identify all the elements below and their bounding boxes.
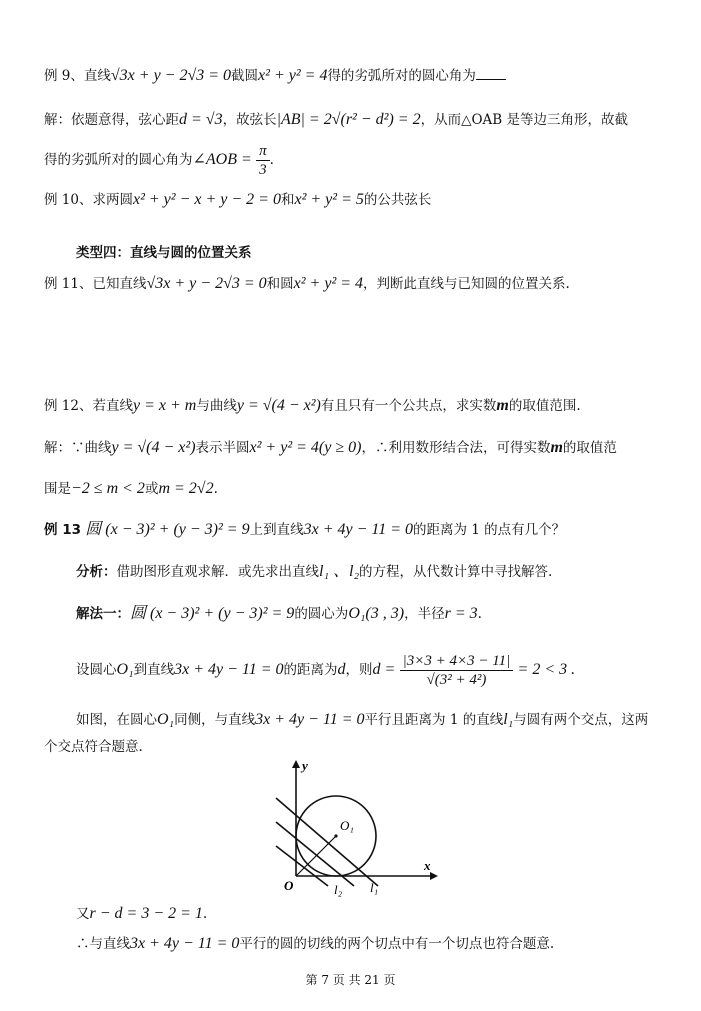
ex11-prefix: 例 11、已知直线: [44, 276, 147, 292]
ex13-circle: 圆 (x − 3)² + (y − 3)² = 9: [85, 521, 250, 538]
distance-fraction: [400, 652, 514, 689]
l1-label: l₁: [370, 880, 379, 895]
ex13-conclusion: [76, 934, 554, 954]
distance-denominator: √(3² + 4²): [426, 672, 487, 688]
fig-text3: 平行且距离为 1 的直线: [364, 712, 504, 728]
ex13-suffix: 的距离为 1 的点有几个？: [413, 522, 566, 538]
ex9-line-equation: √3x + y − 2√3 = 0: [110, 67, 232, 84]
fig-line: 3x + 4y − 11 = 0: [255, 711, 365, 728]
rd-prefix: 又: [76, 906, 90, 922]
dist-eq-right: = 2 < 3 .: [517, 661, 576, 678]
ex12-sol-semicircle: x² + y² = 4(y ≥ 0): [249, 439, 362, 456]
example-13-question: [44, 520, 565, 540]
ex12-sol-prefix: 解：∵曲线: [44, 440, 112, 456]
method1-text: 的圆心为: [294, 606, 349, 622]
ex9-sol-text2: ，故弦长: [222, 112, 277, 128]
ex9-sol-text1: 依题意得，弦心距: [71, 112, 179, 128]
dist-text2: 的距离为: [283, 662, 338, 678]
ex12-sol-range: −2 ≤ m < 2: [71, 480, 145, 497]
ex9-mid: 截圆: [231, 68, 259, 84]
ex12-sol-range2: m = 2√2: [158, 480, 214, 497]
ex11-suffix: ，判断此直线与已知圆的位置关系.: [363, 276, 570, 292]
solution-label: 解：: [44, 112, 71, 128]
ex13-r-minus-d: [76, 904, 207, 924]
ex10-mid: 和: [280, 192, 295, 208]
ex12-line: y = x + m: [132, 397, 197, 414]
ex9-sol-d: d = √3: [179, 111, 223, 128]
final-line: 3x + 4y − 11 = 0: [130, 935, 240, 952]
ex12-suffix2: 的取值范围.: [508, 398, 581, 414]
ex12-sol-curve: y = √(4 − x²): [111, 439, 196, 456]
ex11-line-equation: √3x + y − 2√3 = 0: [146, 275, 267, 292]
distance-numerator: |3×3 + 4×3 − 11|: [400, 652, 514, 671]
ex10-prefix: 例 10、求两圆: [44, 192, 133, 208]
fraction-numerator: π: [256, 142, 270, 161]
ex12-prefix: 例 12、若直线: [44, 398, 133, 414]
example-9-solution: [44, 110, 628, 130]
section-heading-type4: 类型四：直线与圆的位置关系: [76, 245, 252, 261]
ex12-curve: y = √(4 − x²): [236, 397, 321, 414]
ex13-line: 3x + 4y − 11 = 0: [303, 521, 414, 538]
ex12-sol-end: .: [213, 481, 218, 497]
example-10-question: [44, 190, 431, 210]
center-label: O₁: [340, 818, 354, 833]
fig-l1: l₁: [503, 711, 514, 728]
example-9-solution-line2: 得的劣弧所对的圆心角为∠AOB = $\frac{\pi}{3}$ .: [44, 143, 274, 178]
dist-prefix: 设圆心: [76, 662, 117, 678]
rd-end: .: [202, 906, 208, 922]
ex12-sol-or: 或: [144, 481, 159, 497]
ex11-circle-equation: x² + y² = 4: [293, 275, 364, 292]
method1-text2: ，半径: [404, 606, 445, 622]
ex9-sol-text3: ，从而△OAB 是等边三角形，故截: [420, 112, 628, 128]
ex12-mid: 与曲线: [196, 398, 237, 414]
ex12-sol-line2: 围是: [44, 481, 71, 497]
dist-o1: O₁: [116, 661, 134, 678]
ex9-sol-chord: |AB| = 2√(r² − d²) = 2: [276, 111, 421, 128]
ex9-sol-fraction: [256, 142, 270, 179]
fig-o1: O₁: [157, 711, 175, 728]
ex13-mid: 上到直线: [249, 522, 304, 538]
fraction-denominator: 3: [259, 162, 267, 178]
ex13-analysis: [76, 562, 552, 582]
method1-label: 解法一：: [76, 606, 130, 622]
fig-text2: 同侧，与直线: [174, 712, 256, 728]
ex12-sol-text: ，∴利用数形结合法，可得实数: [361, 440, 551, 456]
method1-end: .: [477, 606, 482, 622]
page-footer: 第 7 页 共 21 页: [305, 973, 396, 987]
example-12-solution-line2: [44, 479, 218, 499]
ex9-circle-equation: x² + y² = 4: [258, 67, 328, 84]
x-axis-arrow: [430, 872, 438, 880]
ex10-suffix: 的公共弦长: [363, 192, 432, 208]
origin-label: O: [284, 878, 294, 893]
example-9-question: [44, 66, 506, 86]
analysis-label: 分析：: [76, 564, 117, 580]
method1-center: O₁(3 , 3): [348, 605, 405, 622]
fig-text4: 与圆有两个交点，这两: [513, 712, 649, 728]
ex10-circle2: x² + y² = 5: [294, 191, 364, 208]
ex12-sol-m: m: [550, 439, 563, 456]
method1-circle: 圆 (x − 3)² + (y − 3)² = 9: [130, 605, 295, 622]
final-prefix: ∴与直线: [76, 936, 130, 952]
ex9-suffix: 得的劣弧所对的圆心角为: [327, 68, 476, 84]
example-12-solution: [44, 438, 617, 458]
ex13-distance: [76, 652, 575, 689]
analysis-lines: l₁ 、l₂: [319, 563, 360, 580]
ex13-figure-text2: 个交点符合题意.: [44, 739, 143, 755]
example-11-question: [44, 274, 570, 294]
ex13-label: 例 13: [44, 522, 81, 538]
y-label: y: [302, 758, 308, 773]
example-12-question: [44, 396, 581, 416]
ex13-method1: [76, 604, 482, 624]
dist-text3: ，则: [345, 662, 373, 678]
ex12-suffix1: 有且只有一个公共点，求实数: [320, 398, 497, 414]
rd-equation: r − d = 3 − 2 = 1: [89, 905, 203, 922]
ex9-prefix: 例 9、直线: [44, 68, 111, 84]
dist-line: 3x + 4y − 11 = 0: [174, 661, 284, 678]
line-l1: [276, 798, 378, 886]
x-label: x: [424, 858, 431, 873]
y-axis-arrow: [292, 760, 300, 768]
final-text: 平行的圆的切线的两个切点中有一个切点也符合题意.: [239, 936, 555, 952]
analysis-text2: 的方程，从代数计算中寻找解答.: [359, 564, 553, 580]
dist-eq-left: d =: [372, 661, 396, 678]
circle-line-diagram: [258, 758, 438, 898]
ex11-mid: 和圆: [266, 276, 294, 292]
l2-label: l₂: [334, 882, 343, 897]
center-point: [334, 834, 337, 837]
fig-text1: 如图，在圆心: [76, 712, 157, 728]
ex9-sol-angle: ∠AOB =: [192, 151, 252, 168]
dist-text: 到直线: [133, 662, 175, 678]
dist-d: d: [337, 661, 346, 678]
ex10-circle1: x² + y² − x + y − 2 = 0: [132, 191, 281, 208]
ex12-m: m: [496, 397, 509, 414]
ex12-sol-mid: 表示半圆: [195, 440, 250, 456]
ex12-sol-text2: 的取值范: [562, 440, 617, 456]
analysis-text: 借助图形直观求解．或先求出直线: [116, 564, 319, 580]
method1-radius: r = 3: [444, 605, 478, 622]
ex13-figure-text: [76, 710, 648, 730]
ex9-sol-line2: 得的劣弧所对的圆心角为: [44, 152, 193, 168]
answer-blank: [476, 67, 506, 80]
